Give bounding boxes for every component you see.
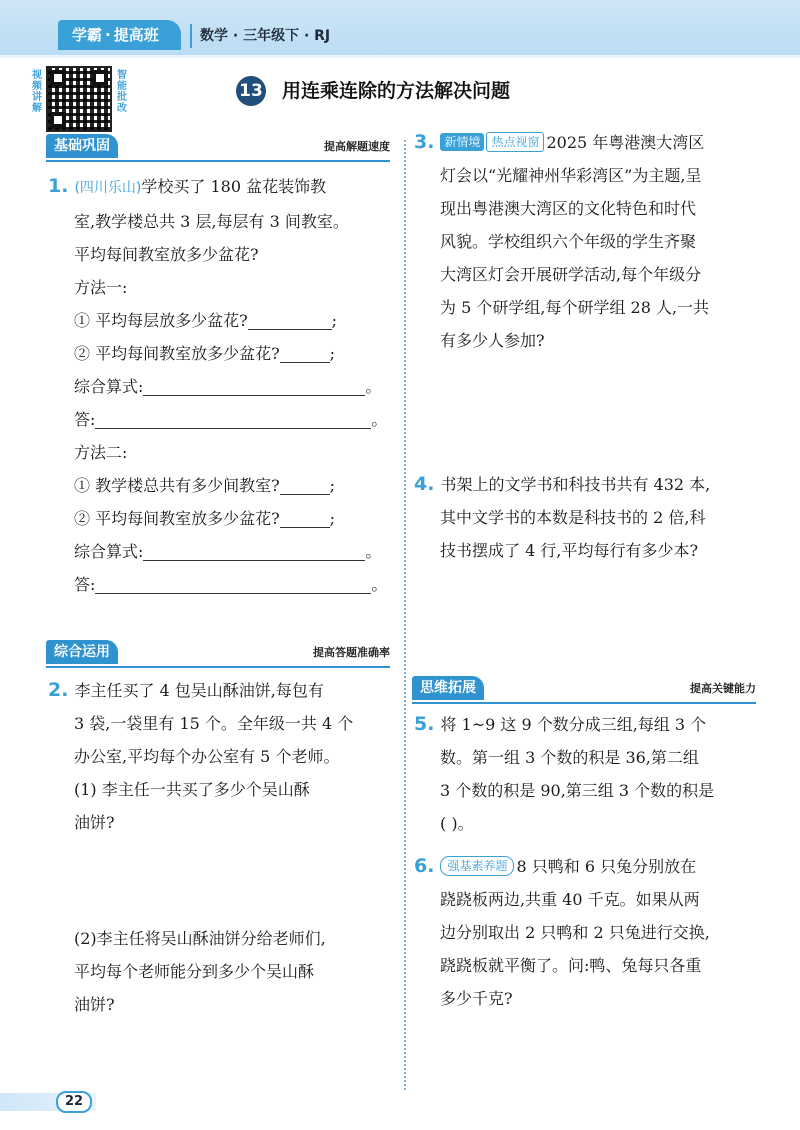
question-text: 其中文学书的本数是科技书的 2 倍,科 — [440, 508, 706, 527]
core-literacy-tag: 强基素养题 — [440, 856, 514, 876]
answer-blank[interactable] — [280, 475, 330, 495]
section-extend — [412, 676, 756, 700]
answer-blank[interactable] — [248, 310, 332, 330]
section-basic-note: 提高解题速度 — [324, 140, 390, 153]
question-text: 学校买了 180 盆花装饰教 — [141, 177, 327, 196]
question-4 — [414, 468, 774, 567]
question-text: 室,教学楼总共 3 层,每层有 3 间教室。 — [74, 212, 349, 231]
question-text: 灯会以“光耀神州华彩湾区”为主题,呈 — [440, 166, 702, 185]
answer-label: 答: — [74, 410, 96, 429]
punct: 。 — [371, 410, 388, 429]
punct: ; — [329, 344, 336, 363]
section-apply-label: 综合运用 — [46, 640, 118, 664]
question-text: 书架上的文学书和科技书共有 432 本, — [440, 475, 711, 494]
question-2 — [48, 674, 398, 839]
question-number: 1. — [48, 175, 69, 197]
qr-right-label: 智能批改 — [117, 70, 127, 114]
lesson-title: 用连乘连除的方法解决问题 — [282, 80, 511, 102]
subquestion-text: (1) 李主任一共买了多少个吴山酥 — [74, 780, 310, 799]
series-dot: · — [105, 26, 111, 44]
question-text: 李主任买了 4 包吴山酥油饼,每包有 — [74, 681, 324, 700]
answer-blank[interactable] — [95, 409, 371, 429]
series-level: 提高班 — [113, 26, 159, 44]
punct: 。 — [365, 377, 382, 396]
question-text: 跷跷板就平衡了。问:鸭、兔每只各重 — [440, 956, 702, 975]
question-6 — [414, 850, 774, 1015]
section-apply-note: 提高答题准确率 — [313, 646, 390, 659]
question-3 — [414, 126, 774, 357]
question-text: 大湾区灯会开展研学活动,每个年级分 — [440, 265, 702, 284]
method-title: 方法二: — [74, 443, 128, 462]
answer-bracket[interactable]: ( )。 — [440, 814, 474, 833]
subquestion-text: 平均每个老师能分到多少个吴山酥 — [74, 962, 315, 981]
qr-code-icon[interactable] — [46, 66, 112, 132]
question-text: 8 只鸭和 6 只兔分别放在 — [516, 857, 697, 876]
hot-topic-tag: 热点视窗 — [486, 132, 544, 152]
new-context-tag: 新情境 — [440, 133, 484, 151]
step-text: ① 教学楼总共有多少间教室? — [74, 476, 280, 495]
question-number: 4. — [414, 473, 435, 495]
question-text: 技书摆成了 4 行,平均每行有多少本? — [440, 541, 699, 560]
section-apply — [46, 640, 390, 664]
question-text: 2025 年粤港澳大湾区 — [546, 133, 705, 152]
section-basic-label: 基础巩固 — [46, 134, 118, 158]
lesson-number-badge: 13 — [236, 76, 266, 106]
punct: 。 — [365, 542, 382, 561]
question-text: 现出粤港澳大湾区的文化特色和时代 — [440, 199, 697, 218]
step-text: ② 平均每间教室放多少盆花? — [74, 509, 280, 528]
formula-label: 综合算式: — [74, 542, 144, 561]
section-extend-note: 提高关键能力 — [690, 682, 756, 695]
question-number: 6. — [414, 855, 435, 877]
question-text: 数。第一组 3 个数的积是 36,第二组 — [440, 748, 699, 767]
subquestion-text: 油饼? — [74, 995, 115, 1014]
step-text: ② 平均每间教室放多少盆花? — [74, 344, 280, 363]
subquestion-text: 油饼? — [74, 813, 115, 832]
question-text: 为 5 个研学组,每个研学组 28 人,一共 — [440, 298, 710, 317]
column-divider — [404, 140, 406, 1090]
question-text: 跷跷板两边,共重 40 千克。如果从两 — [440, 890, 700, 909]
subject-label: 数学 · 三年级下 · RJ — [190, 24, 330, 48]
section-basic — [46, 134, 390, 158]
subquestion-text: (2)李主任将吴山酥油饼分给老师们, — [74, 929, 326, 948]
punct: ; — [329, 476, 336, 495]
formula-label: 综合算式: — [74, 377, 144, 396]
answer-blank[interactable] — [143, 376, 365, 396]
question-text: 风貌。学校组织六个年级的学生齐聚 — [440, 232, 697, 251]
answer-blank[interactable] — [280, 508, 330, 528]
question-number: 5. — [414, 713, 435, 735]
answer-label: 答: — [74, 575, 96, 594]
question-text: 多少千克? — [440, 989, 513, 1008]
question-text: 3 个数的积是 90,第三组 3 个数的积是 — [440, 781, 715, 800]
question-text: 3 袋,一袋里有 15 个。全年级一共 4 个 — [74, 714, 354, 733]
question-text: 将 1~9 这 9 个数分成三组,每组 3 个 — [440, 715, 707, 734]
question-text: 办公室,平均每个办公室有 5 个老师。 — [74, 747, 340, 766]
series-tab — [58, 20, 181, 50]
answer-blank[interactable] — [143, 541, 365, 561]
question-source: (四川乐山) — [74, 180, 142, 196]
question-number: 2. — [48, 679, 69, 701]
question-text: 边分别取出 2 只鸭和 2 只兔进行交换, — [440, 923, 710, 942]
step-text: ① 平均每层放多少盆花? — [74, 311, 248, 330]
qr-left-label: 视频讲解 — [32, 70, 42, 114]
question-1 — [48, 170, 398, 601]
punct: ; — [329, 509, 336, 528]
question-5 — [414, 708, 774, 840]
punct: 。 — [371, 575, 388, 594]
question-text: 平均每间教室放多少盆花? — [74, 245, 259, 264]
question-text: 有多少人参加? — [440, 331, 545, 350]
question-number: 3. — [414, 131, 435, 153]
answer-blank[interactable] — [280, 343, 330, 363]
answer-blank[interactable] — [95, 574, 371, 594]
method-title: 方法一: — [74, 278, 128, 297]
question-2-part-2 — [48, 922, 398, 1021]
page-number: 22 — [56, 1091, 92, 1113]
section-extend-label: 思维拓展 — [412, 676, 484, 700]
series-name: 学霸 — [72, 26, 103, 44]
punct: ; — [331, 311, 338, 330]
